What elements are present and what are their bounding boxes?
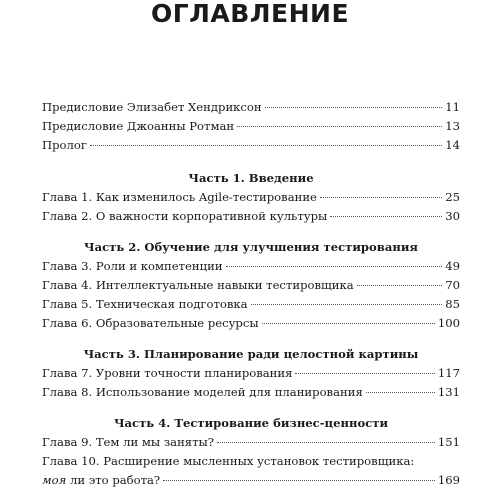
toc-page-number: 85	[445, 297, 460, 311]
toc-entry-label-line-1: Глава 10. Расширение мысленных установок тестировщика:	[42, 454, 415, 468]
dot-leader	[90, 145, 442, 146]
toc-page-number: 70	[445, 278, 460, 292]
toc-page-number: 131	[437, 385, 460, 399]
part-heading-2[interactable]: Часть 2. Обучение для улучшения тестирования	[84, 240, 418, 254]
toc-entry-chapter-9[interactable]	[42, 433, 460, 452]
toc-page-number: 14	[445, 138, 460, 152]
toc-entry-foreword-rothman[interactable]	[42, 117, 460, 136]
dot-leader	[320, 197, 442, 198]
toc-entry-chapter-2[interactable]	[42, 207, 460, 226]
toc-entry-label: Глава 8. Использование моделей для планирования	[42, 385, 363, 399]
toc-page-number: 151	[437, 435, 460, 449]
toc-entry-label: Предисловие Элизабет Хендриксон	[42, 100, 262, 114]
dot-leader	[163, 480, 435, 481]
dot-leader	[265, 107, 443, 108]
part-heading-1[interactable]: Часть 1. Введение	[188, 171, 314, 185]
toc-entry-label: Глава 6. Образовательные ресурсы	[42, 316, 259, 330]
toc-entry-label: Глава 3. Роли и компетенции	[42, 259, 223, 273]
dot-leader	[251, 304, 443, 305]
toc-page-number: 117	[437, 366, 460, 380]
dot-leader	[295, 373, 434, 374]
toc-entry-chapter-10[interactable]	[42, 452, 460, 490]
toc-entry-chapter-1[interactable]	[42, 188, 460, 207]
toc-entry-chapter-7[interactable]	[42, 364, 460, 383]
toc-entry-label: Пролог	[42, 138, 87, 152]
part-heading-3[interactable]: Часть 3. Планирование ради целостной картины	[83, 347, 419, 361]
toc-page-number: 11	[445, 100, 460, 114]
toc-entry-label: Глава 2. О важности корпоративной культуры	[42, 209, 328, 223]
dot-leader	[217, 442, 435, 443]
toc-entry-label: Глава 4. Интеллектуальные навыки тестировщика	[42, 278, 354, 292]
toc-page-number: 100	[437, 316, 460, 330]
toc-entry-foreword-hendrickson[interactable]	[42, 98, 460, 117]
page-title: ОГЛАВЛЕНИЕ	[150, 0, 350, 28]
toc-page-number: 13	[445, 119, 460, 133]
toc-page-number: 30	[445, 209, 460, 223]
toc-entry-chapter-6[interactable]	[42, 314, 460, 333]
toc-entry-label-line-2	[42, 471, 160, 490]
toc-entry-prologue[interactable]	[42, 136, 460, 155]
toc-entry-chapter-5[interactable]	[42, 295, 460, 314]
dot-leader	[357, 285, 443, 286]
dot-leader	[330, 216, 442, 217]
toc-page-number: 169	[437, 473, 460, 487]
toc-entry-chapter-3[interactable]	[42, 257, 460, 276]
toc-page-number: 49	[445, 259, 460, 273]
toc-entry-label: Глава 5. Техническая подготовка	[42, 297, 248, 311]
toc-entry-label: Глава 9. Тем ли мы заняты?	[42, 435, 214, 449]
dot-leader	[226, 266, 443, 267]
toc-page-number: 25	[445, 190, 460, 204]
toc-entry-chapter-4[interactable]	[42, 276, 460, 295]
toc-entry-chapter-8[interactable]	[42, 383, 460, 402]
table-of-contents	[42, 98, 460, 490]
dot-leader	[237, 126, 442, 127]
label-rest: ли это работа?	[66, 473, 161, 487]
dot-leader	[366, 392, 435, 393]
toc-entry-label: Глава 1. Как изменилось Agile-тестирование	[42, 190, 317, 204]
dot-leader	[262, 323, 435, 324]
part-heading-4[interactable]: Часть 4. Тестирование бизнес-ценности	[113, 416, 389, 430]
toc-entry-label: Предисловие Джоанны Ротман	[42, 119, 235, 133]
toc-entry-label: Глава 7. Уровни точности планирования	[42, 366, 293, 380]
italic-word: моя	[42, 473, 67, 487]
